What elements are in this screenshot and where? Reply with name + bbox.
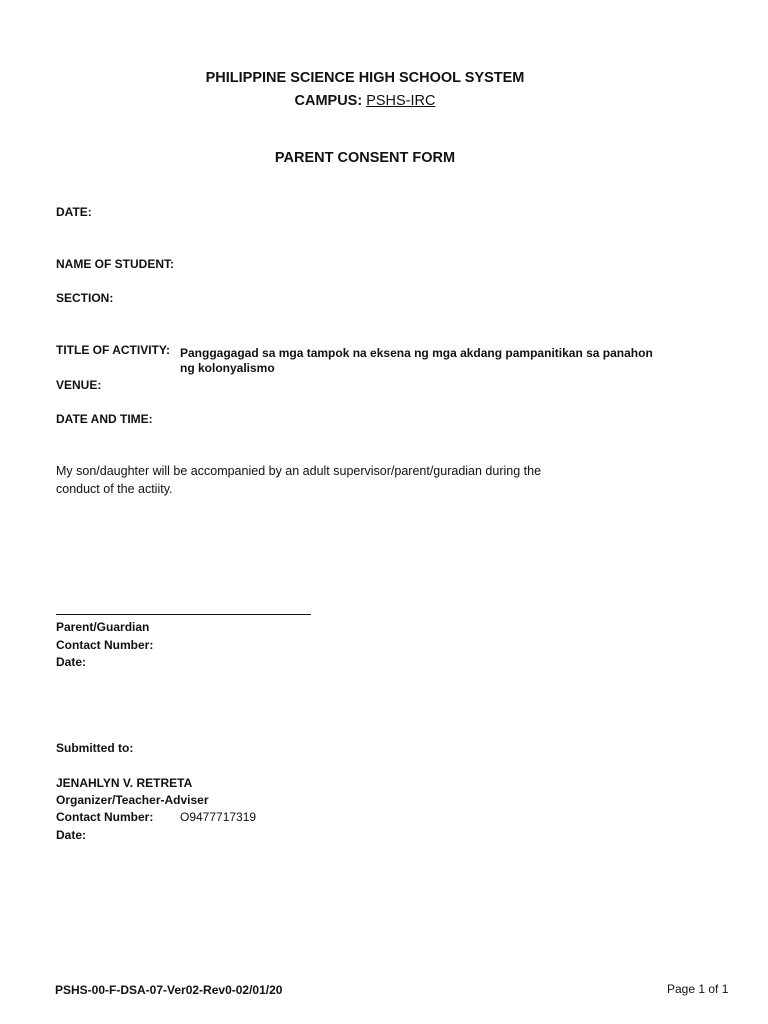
adviser-contact-label: Contact Number: (56, 810, 154, 824)
adviser-contact-value: O9477717319 (180, 810, 257, 824)
campus-line (0, 93, 730, 109)
activity-title-line1: Panggagagad sa mga tampok na eksena ng mga akdang pampanitikan sa panahon (180, 346, 653, 360)
student-name-label: NAME OF STUDENT: (56, 257, 174, 271)
activity-title-line2: ng kolonyalismo (180, 361, 275, 375)
venue-label: VENUE: (56, 378, 102, 392)
adviser-role: Organizer/Teacher-Adviser (56, 793, 209, 807)
section-label: SECTION: (56, 291, 114, 305)
consent-statement-line1: My son/daughter will be accompanied by an adult supervisor/parent/guradian during the (56, 464, 542, 478)
campus-value: PSHS-IRC (366, 93, 436, 109)
parent-signature-line (56, 614, 311, 615)
date-label: DATE: (56, 205, 92, 219)
date-time-label: DATE AND TIME: (56, 412, 153, 426)
activity-title-label: TITLE OF ACTIVITY: (56, 343, 170, 357)
campus-label: CAMPUS: (294, 93, 363, 109)
page-number: Page 1 of 1 (667, 982, 729, 996)
document-code: PSHS-00-F-DSA-07-Ver02-Rev0-02/01/20 (55, 983, 283, 997)
form-title: PARENT CONSENT FORM (274, 150, 456, 166)
school-system-title: PHILIPPINE SCIENCE HIGH SCHOOL SYSTEM (205, 70, 525, 86)
parent-contact-label: Contact Number: (56, 638, 154, 652)
parent-date-label: Date: (56, 655, 87, 669)
submitted-to-label: Submitted to: (56, 741, 134, 755)
adviser-name: JENAHLYN V. RETRETA (56, 776, 193, 790)
consent-statement (56, 462, 616, 498)
adviser-date-label: Date: (56, 828, 87, 842)
consent-statement-line2: conduct of the actiity. (56, 482, 173, 496)
parent-guardian-label: Parent/Guardian (56, 620, 150, 634)
